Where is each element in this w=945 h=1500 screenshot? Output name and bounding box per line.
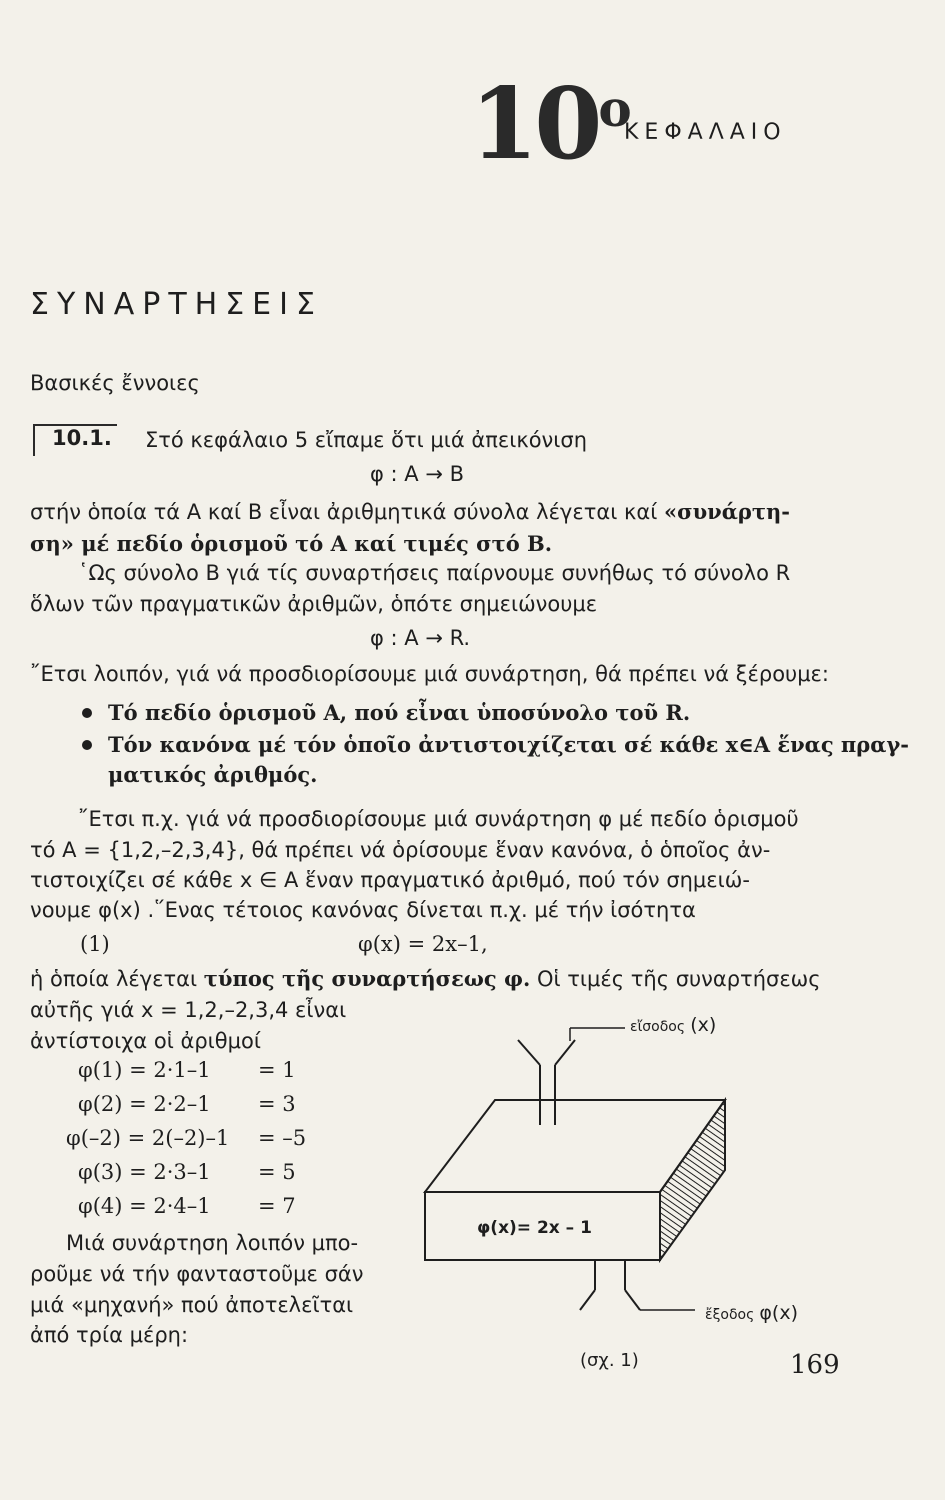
- machine-formula: φ(x)= 2x – 1: [477, 1218, 592, 1238]
- bullet-marker: [82, 708, 92, 718]
- p3-text-b: Οἱ τιμές τῆς συναρτήσεως: [536, 967, 821, 991]
- bullet-2-text-cont: ματικός ἀριθμός.: [108, 762, 318, 787]
- line2-text: στήν ὁποία τά A καί B εἶναι ἀριθμητικά σύνολα λέγεται καί: [30, 500, 658, 524]
- chapter-title: ΣΥΝΑΡΤΗΣΕΙΣ: [30, 287, 323, 322]
- value-row: φ(3) = 2·3–1: [78, 1160, 211, 1184]
- output-spout-line: [580, 1290, 595, 1310]
- p3-line-2: αὐτῆς γιά x = 1,2,–2,3,4 εἶναι: [30, 998, 347, 1022]
- p2-line-2: τό A = {1,2,–2,3,4}, θά πρέπει νά ὁρίσουμε ἕναν κανόνα, ὁ ὁποῖος ἀν-: [30, 838, 771, 862]
- bullet-1-text: Τό πεδίο ὁρισμοῦ A, πού εἶναι ὑποσύνολο τοῦ R.: [108, 700, 691, 725]
- equation-formula: φ(x) = 2x–1,: [358, 932, 488, 956]
- paragraph-line-3: ση» μέ πεδίο ὁρισμοῦ τό A καί τιμές στό B.: [30, 531, 553, 556]
- figure-caption: (σχ. 1): [580, 1350, 639, 1371]
- p4-line-1: Μιά συνάρτηση λοιπόν μπο-: [66, 1231, 359, 1255]
- input-funnel-line: [555, 1040, 575, 1065]
- input-funnel-line: [518, 1040, 540, 1065]
- chapter-label: ΚΕΦΑΛΑΙΟ: [624, 120, 787, 145]
- output-spout-line: [625, 1290, 640, 1310]
- section-number: 10.1.: [52, 426, 112, 450]
- p2-line-1: ῎Ετσι π.χ. γιά νά προσδιορίσουμε μιά συνάρτηση φ μέ πεδίο ὁρισμοῦ: [78, 807, 799, 831]
- p3-text-a: ἡ ὁποία λέγεται: [30, 967, 198, 991]
- value-result: = 1: [258, 1058, 296, 1082]
- chapter-number: [470, 67, 632, 182]
- output-label-text: ἔξοδος: [705, 1307, 755, 1323]
- mapping-a-to-r: φ : A → R.: [370, 626, 471, 650]
- line2-bold: «συνάρτη-: [664, 499, 790, 524]
- input-label-var: (x): [690, 1014, 717, 1036]
- p4-line-4: ἀπό τρία μέρη:: [30, 1323, 189, 1347]
- chapter-number-ordinal: ο: [598, 79, 632, 138]
- paragraph-line-4: ῾Ως σύνολο B γιά τίς συναρτήσεις παίρνουμε συνήθως τό σύνολο R: [78, 561, 791, 585]
- p3-line-1: [30, 965, 821, 993]
- output-label: [705, 1302, 798, 1324]
- value-row: φ(4) = 2·4–1: [78, 1194, 211, 1218]
- section-heading: Βασικές ἔννοιες: [30, 371, 200, 395]
- value-row: φ(2) = 2·2–1: [78, 1092, 211, 1116]
- paragraph-line-2: [30, 498, 790, 526]
- value-result: = 7: [258, 1194, 296, 1218]
- page-number: 169: [790, 1350, 840, 1380]
- input-label-text: εἴσοδος: [630, 1019, 686, 1035]
- p3-line-3: ἀντίστοιχα οἱ ἀριθμοί: [30, 1029, 261, 1053]
- chapter-number-digits: 10: [470, 67, 599, 182]
- value-row: φ(1) = 2·1–1: [78, 1058, 211, 1082]
- p2-line-4: νουμε φ(x) .῞Ενας τέτοιος κανόνας δίνεται π.χ. μέ τήν ἰσότητα: [30, 898, 696, 922]
- p4-line-2: ροῦμε νά τήν φανταστοῦμε σάν: [30, 1262, 364, 1286]
- input-label: [630, 1014, 716, 1036]
- value-result: = 3: [258, 1092, 296, 1116]
- p3-bold: τύπος τῆς συναρτήσεως φ.: [203, 966, 531, 991]
- p2-line-3: τιστοιχίζει σέ κάθε x ∈ A ἕναν πραγματικό ἀριθμό, πού τόν σημειώ-: [30, 868, 750, 892]
- intro-text: Στό κεφάλαιο 5 εἴπαμε ὅτι μιά ἀπεικόνιση: [145, 428, 588, 452]
- mapping-a-to-b: φ : A → B: [370, 462, 464, 486]
- bullet-marker: [82, 740, 92, 750]
- value-row: φ(–2) = 2(–2)–1: [66, 1126, 230, 1150]
- paragraph-line-6: ῎Ετσι λοιπόν, γιά νά προσδιορίσουμε μιά συνάρτηση, θά πρέπει νά ξέρουμε:: [30, 662, 829, 686]
- output-label-var: φ(x): [759, 1302, 798, 1324]
- bullet-2-text: Τόν κανόνα μέ τόν ὁποῖο ἀντιστοιχίζεται σέ κάθε x∈A ἕνας πραγ-: [108, 732, 909, 757]
- value-result: = 5: [258, 1160, 296, 1184]
- p4-line-3: μιά «μηχανή» πού ἀποτελεῖται: [30, 1293, 354, 1317]
- value-result: = –5: [258, 1126, 307, 1150]
- paragraph-line-5: ὅλων τῶν πραγματικῶν ἀριθμῶν, ὁπότε σημειώνουμε: [30, 592, 598, 616]
- equation-label: (1): [80, 932, 110, 956]
